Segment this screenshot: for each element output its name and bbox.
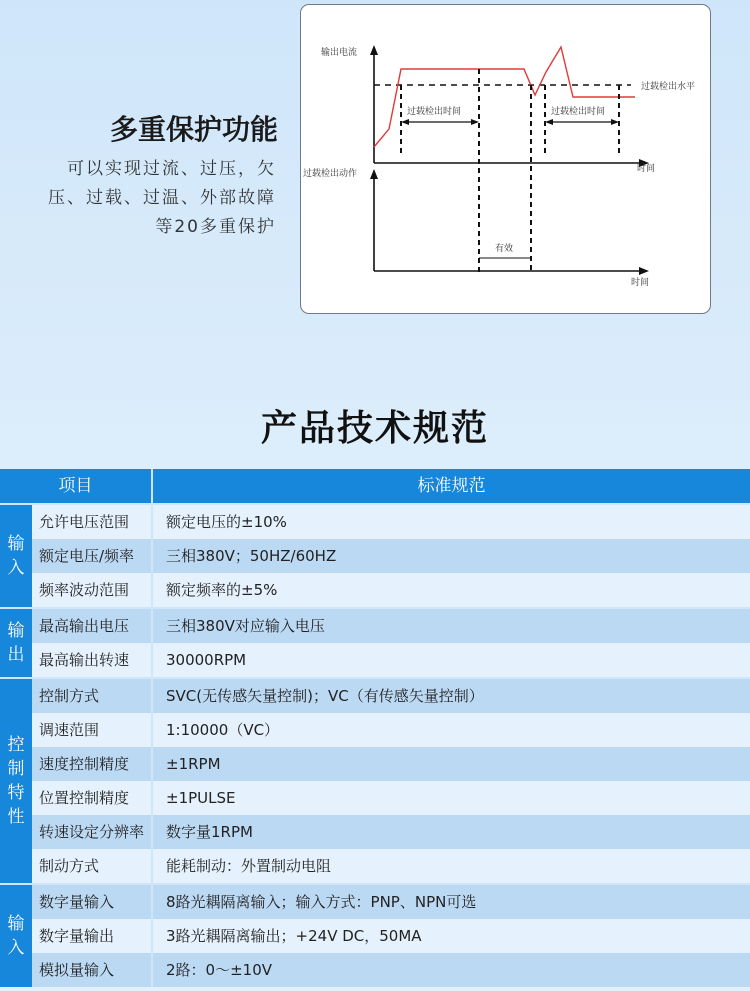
label-output-current: 输出电流 (321, 48, 358, 58)
spec-item-name: 额定电压/频率 (39, 547, 135, 565)
table-row (32, 815, 750, 849)
label-time-1: 时间 (637, 164, 656, 174)
protection-desc-line-3: 等20多重保护 (155, 217, 276, 237)
action-x-axis-arrow (639, 267, 649, 275)
spec-item-name: 允许电压范围 (39, 513, 130, 531)
table-row (32, 885, 750, 919)
spec-item-name: 数字量输出 (39, 927, 115, 945)
spec-item-name: 速度控制精度 (39, 755, 130, 773)
table-row (32, 919, 750, 953)
spec-group (0, 677, 750, 883)
spec-group-rows (32, 609, 750, 677)
spec-group-category (0, 679, 32, 883)
spec-item-name: 调速范围 (39, 721, 100, 739)
label-overload-action: 过载检出动作 (303, 169, 358, 179)
spec-group-rows (32, 885, 750, 987)
spec-group-category-label: 输出 (7, 621, 25, 665)
spec-item-value: ±1PULSE (151, 781, 750, 815)
spec-group-category-label: 输入 (7, 914, 25, 958)
spec-item-name: 数字量输入 (39, 893, 115, 911)
spec-item-name: 控制方式 (39, 687, 100, 705)
spec-group-category-label: 输入 (7, 534, 25, 578)
span-1-arrow-left (401, 119, 409, 125)
spec-item-value: 2路：0～±10V (151, 953, 750, 987)
spec-item-name: 最高输出电压 (39, 617, 130, 635)
spec-group-rows (32, 679, 750, 883)
table-row (32, 539, 750, 573)
label-valid: 有效 (495, 244, 514, 254)
header-item: 项目 (58, 476, 93, 496)
spec-item-name: 模拟量输入 (39, 961, 115, 979)
spec-item-value: 能耗制动：外置制动电阻 (151, 849, 750, 883)
table-row (32, 505, 750, 539)
output-current-curve (374, 47, 635, 147)
spec-group-category (0, 505, 32, 607)
timing-diagram-svg (301, 5, 710, 313)
table-row (32, 781, 750, 815)
spec-title: 产品技术规范 (260, 408, 489, 449)
spec-group (0, 883, 750, 987)
label-overload-threshold: 过载检出水平 (641, 82, 696, 92)
spec-item-value: SVC(无传感矢量控制)；VC（有传感矢量控制） (151, 679, 750, 713)
span-2-arrow-right (611, 119, 619, 125)
spec-group-category (0, 609, 32, 677)
spec-item-value: 8路光耦隔离输入；输入方式：PNP、NPN可选 (151, 885, 750, 919)
table-row (32, 679, 750, 713)
spec-group-category (0, 885, 32, 987)
spec-item-value: 1:10000（VC） (151, 713, 750, 747)
label-time-2: 时间 (631, 278, 650, 288)
spec-table (0, 469, 750, 987)
table-row (32, 849, 750, 883)
spec-item-value: 三相380V对应输入电压 (151, 609, 750, 643)
spec-item-name: 制动方式 (39, 857, 100, 875)
spec-item-name: 频率波动范围 (39, 581, 130, 599)
current-y-axis-arrow (370, 45, 378, 55)
spec-item-value: 三相380V；50HZ/60HZ (151, 539, 750, 573)
span-1-arrow-right (471, 119, 479, 125)
spec-item-value: 额定频率的±5% (151, 573, 750, 607)
span-2-arrow-left (545, 119, 553, 125)
action-y-axis-arrow (370, 169, 378, 179)
protection-section (0, 0, 750, 330)
spec-group (0, 503, 750, 607)
table-row (32, 747, 750, 781)
spec-item-value: ±1RPM (151, 747, 750, 781)
label-detect-time-1: 过载检出时间 (407, 107, 462, 117)
table-row (32, 609, 750, 643)
table-row (32, 953, 750, 987)
spec-table-body (0, 503, 750, 987)
table-row (32, 713, 750, 747)
spec-item-value: 额定电压的±10% (151, 505, 750, 539)
spec-item-name: 位置控制精度 (39, 789, 130, 807)
protection-desc-line-2: 压、过载、过温、外部故障 (48, 188, 276, 208)
table-row (32, 573, 750, 607)
spec-item-name: 转速设定分辨率 (39, 823, 145, 841)
protection-description (6, 155, 276, 242)
spec-item-value: 数字量1RPM (151, 815, 750, 849)
protection-desc-line-1: 可以实现过流、过压，欠 (67, 159, 276, 179)
label-detect-time-2: 过载检出时间 (551, 107, 606, 117)
spec-group-rows (32, 505, 750, 607)
spec-item-name: 最高输出转速 (39, 651, 130, 669)
overload-timing-diagram (300, 4, 711, 314)
table-row (32, 643, 750, 677)
spec-item-value: 3路光耦隔离输出；+24V DC，50MA (151, 919, 750, 953)
spec-group (0, 607, 750, 677)
spec-group-category-label: 控制特性 (7, 735, 25, 827)
spec-item-value: 30000RPM (151, 643, 750, 677)
protection-title: 多重保护功能 (109, 113, 278, 146)
spec-table-header (0, 469, 750, 503)
header-standard: 标准规范 (151, 469, 750, 503)
